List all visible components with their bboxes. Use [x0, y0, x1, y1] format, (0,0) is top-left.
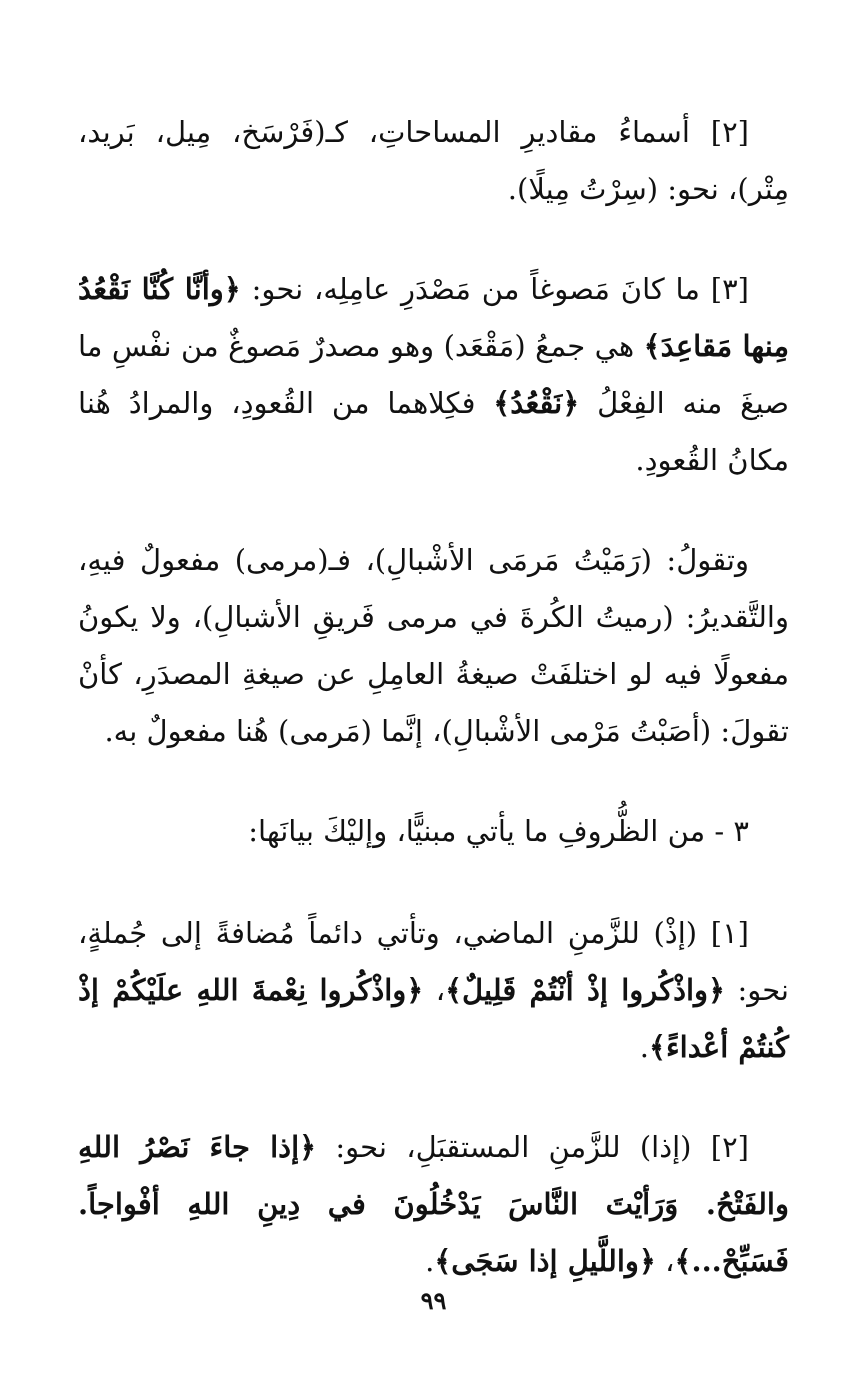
- text: ،: [423, 973, 446, 1007]
- paragraph-built-adverbs-heading: [78, 803, 789, 860]
- text: [٢] (إذا) للزَّمنِ المستقبَلِ، نحو:: [316, 1130, 749, 1164]
- paragraph-idha: [78, 1119, 789, 1290]
- quran-quote: ﴿واذْكُروا إذْ أنْتُمْ قَلِيلٌ﴾: [445, 973, 726, 1007]
- text: هي جمعُ (مَقْعَد) وهو مصدرٌ مَصوغٌ من نفْسِ ما صيغَ منه الفِعْلُ: [78, 329, 789, 420]
- quran-quote: ﴿واذْكُروا نِعْمةَ اللهِ علَيْكُمْ إذْ كُنتُمْ أعْداءً﴾: [78, 973, 789, 1064]
- paragraph-derived-from-verb-source: [78, 261, 789, 489]
- text: [٢] أسماءُ مقاديرِ المساحاتِ، كـ(فَرْسَخ، مِيل، بَريد، مِتْر)، نحو: (سِرْتُ مِيلًا).: [78, 115, 789, 206]
- page-body: [78, 104, 789, 1333]
- text: [٣] ما كانَ مَصوغاً من مَصْدَرِ عامِلِه، نحو:: [240, 272, 749, 306]
- paragraph-area-measures: [78, 104, 789, 218]
- quran-quote: ﴿إذا جاءَ نَصْرُ اللهِ والفَتْحُ. وَرَأيْتَ النَّاسَ يَدْخُلُونَ في دِينِ اللهِ أفْواجاً. فَسَبِّحْ...﴾: [78, 1130, 789, 1278]
- quran-quote: ﴿وأنَّا كُنَّا نَقْعُدُ مِنها مَقاعِدَ﴾: [78, 272, 789, 363]
- text: ،: [655, 1244, 675, 1278]
- text: فكِلاهما من القُعودِ، والمرادُ هُنا مكانُ القُعودِ.: [78, 386, 789, 477]
- text: .: [425, 1244, 435, 1278]
- page-number: ٩٩: [420, 1286, 447, 1315]
- text: وتقولُ: (رَمَيْتُ مَرمَى الأشْبالِ)، فـ(مرمى) مفعولٌ فيهِ، والتَّقديرُ: (رميتُ الكُرةَ في مرمى فَريقِ الأشبالِ)، ولا يكونُ مفعولًا فيه لو اختلفَتْ صيغةُ العامِلِ عن صيغةِ المصدَرِ، كأنْ تقولَ: (أصَبْتُ مَرْمى الأشْبالِ)، إنَّما (مَرمى) هُنا مفعولٌ به.: [78, 543, 789, 748]
- text: [١] (إذْ) للزَّمنِ الماضي، وتأتي دائماً مُضافةً إلى جُملةٍ، نحو:: [78, 916, 789, 1007]
- paragraph-example-marma: [78, 532, 789, 760]
- quran-quote: ﴿نَقْعُدُ﴾: [493, 386, 580, 420]
- quran-quote: ﴿واللَّيلِ إذا سَجَى﴾: [434, 1244, 656, 1278]
- paragraph-idh: [78, 905, 789, 1076]
- text: .: [639, 1030, 650, 1064]
- text: ٣ - من الظُّروفِ ما يأتي مبنيًّا، وإليْكَ بيانَها:: [248, 814, 749, 848]
